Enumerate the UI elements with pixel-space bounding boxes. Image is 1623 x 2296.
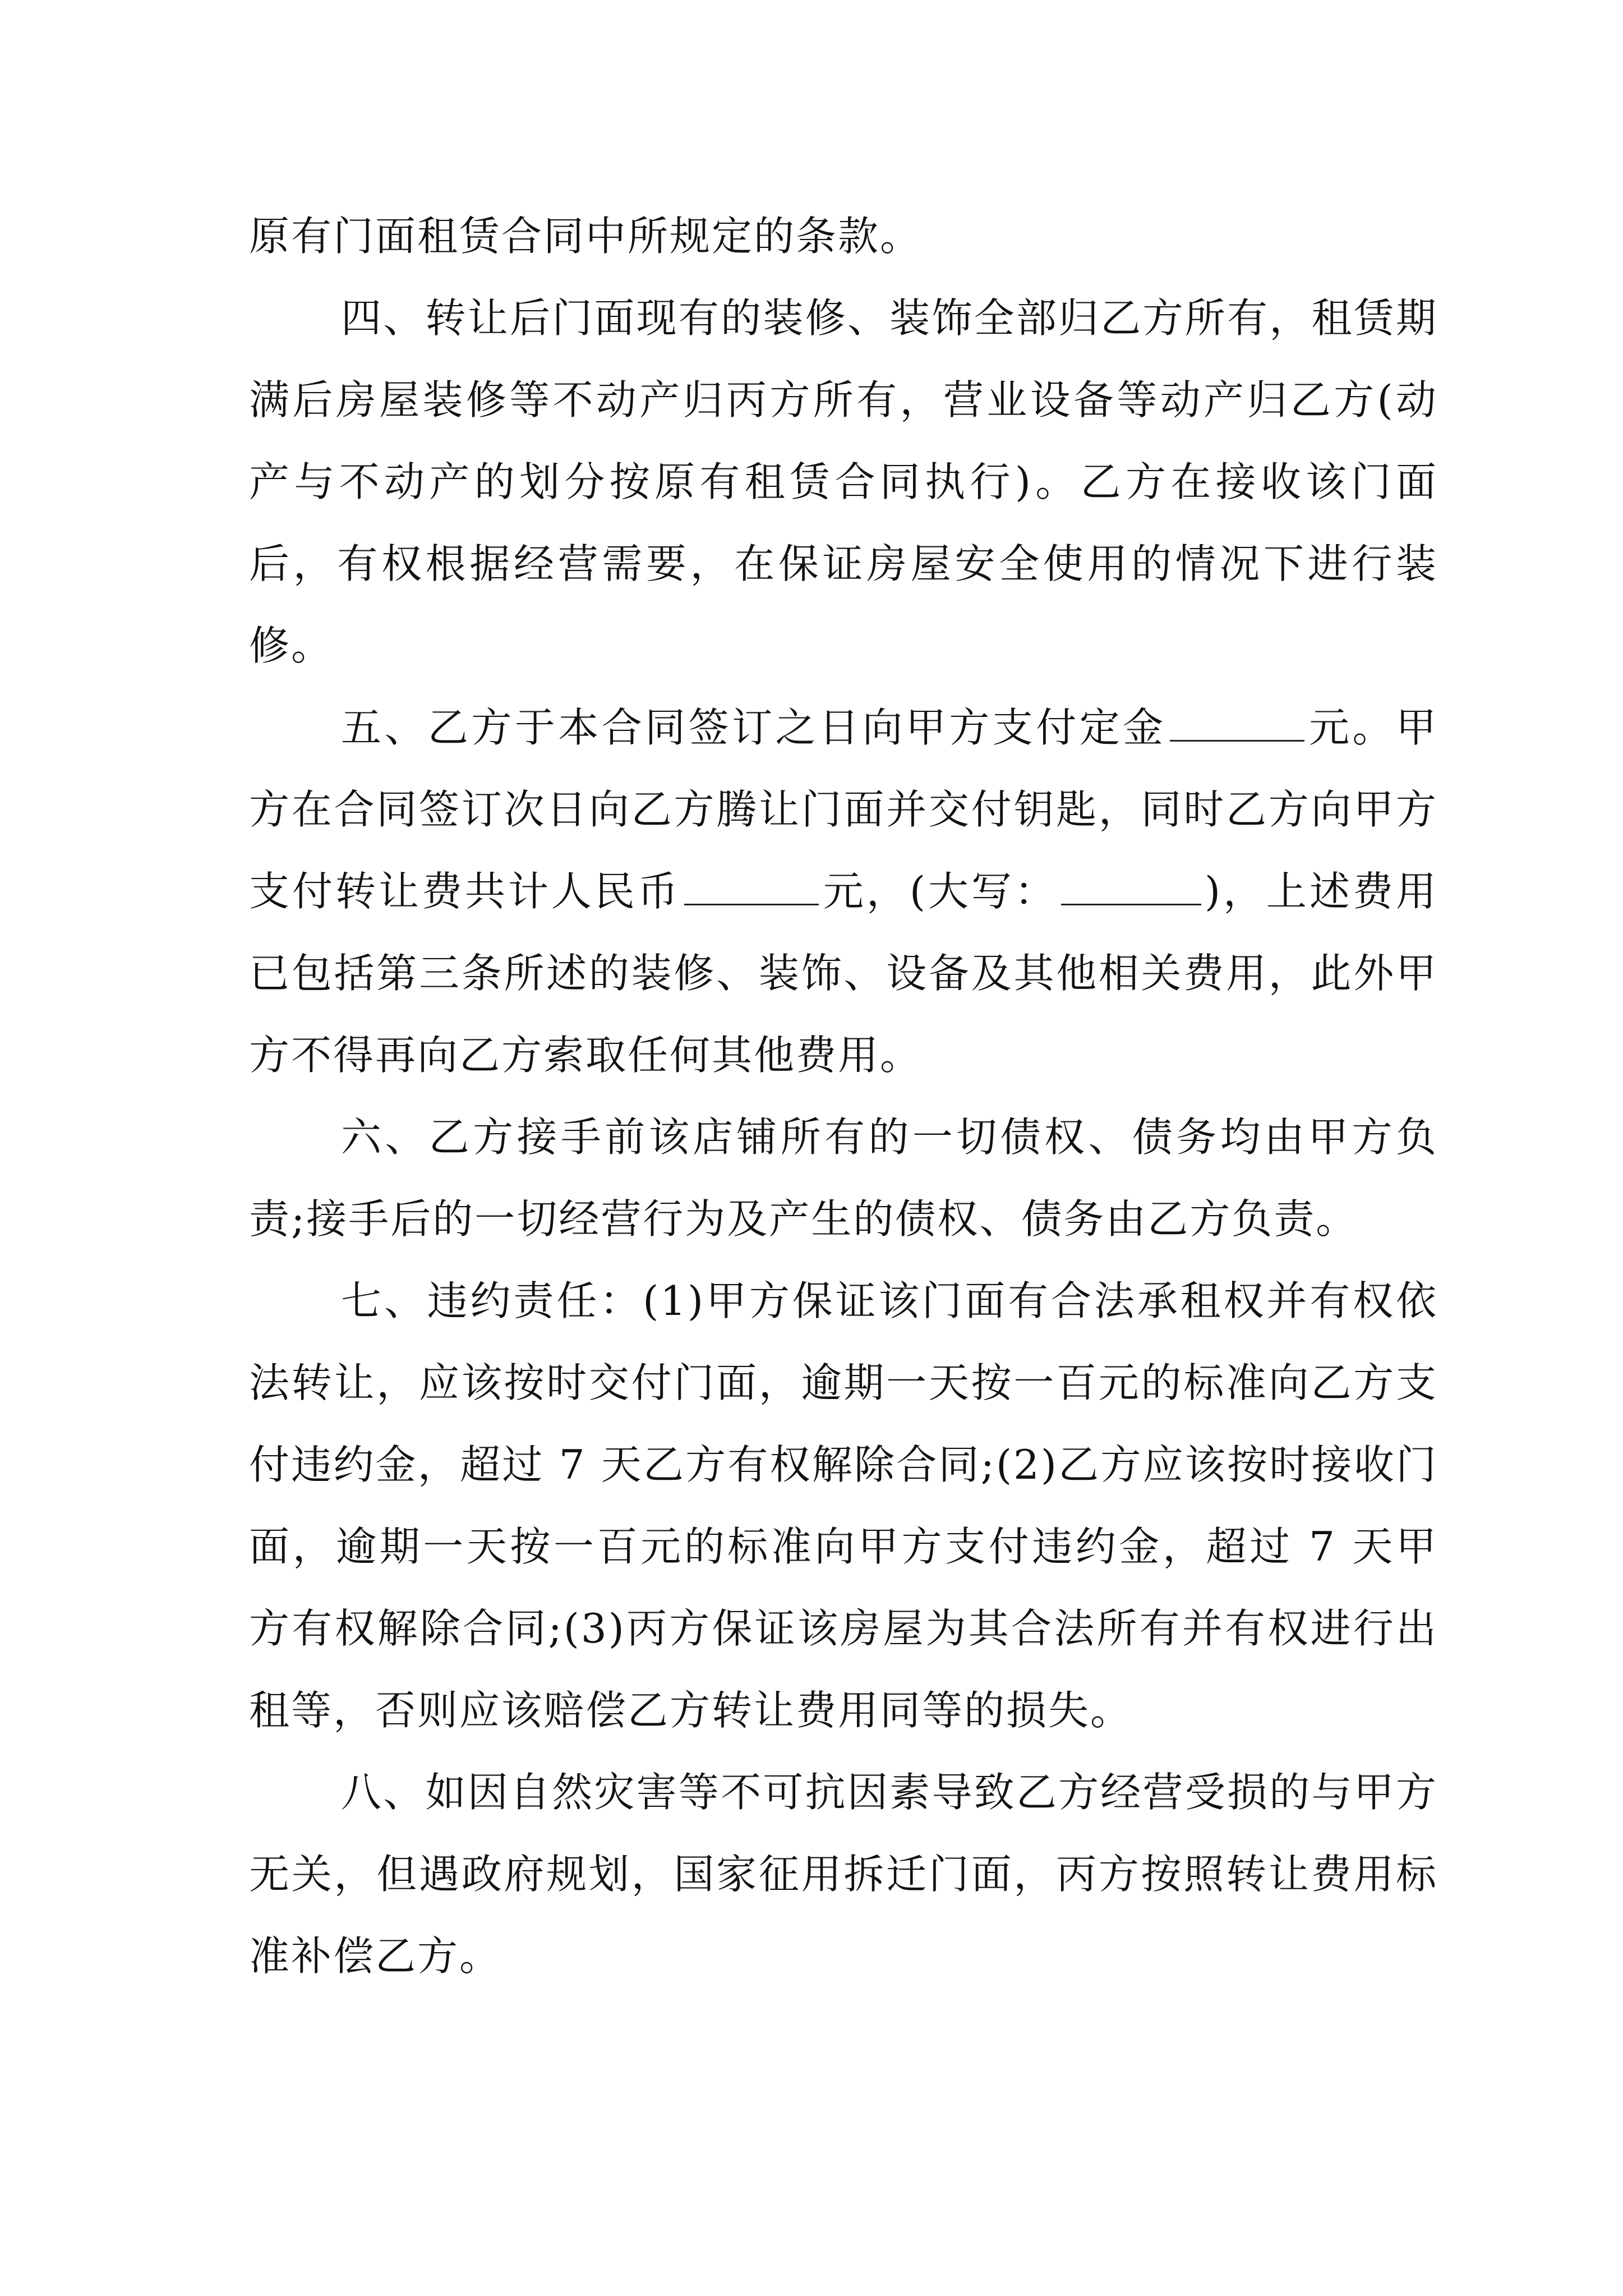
clause-5-text-part-4: )，上述费用已包括第三条所述的装修、装饰、设备及其他相关费用，此外甲方不得再向乙方索取任何其他费用。 [249,868,1438,1079]
clause-8-paragraph: 八、如因自然灾害等不可抗因素导致乙方经营受损的与甲方无关，但遇政府规划，国家征用拆迁门面，丙方按照转让费用标准补偿乙方。 [249,1769,1438,1980]
clause-5-text-part-2: 元。甲方在合同签订次日向乙方腾让门面并交付钥匙，同时乙方向甲方支付转让费共计人民币 [249,704,1438,915]
clause-5-text-part-1: 五、乙方于本合同签订之日向甲方支付定金 [341,704,1166,751]
clause-6-paragraph: 六、乙方接手前该店铺所有的一切债权、债务均由甲方负责;接手后的一切经营行为及产生的债权、债务由乙方负责。 [249,1114,1438,1243]
contract-body [249,195,1438,1997]
clause-7-paragraph: 七、违约责任：(1)甲方保证该门面有合法承租权并有权依法转让，应该按时交付门面，逾期一天按一百元的标准向乙方支付违约金，超过 7 天乙方有权解除合同;(2)乙方应该按时接收门面，逾期一天按一百元的标准向甲方支付违约金，超过 7 天甲方有权解除合同;(3)丙方保证该房屋为其合法所有并有权进行出租等，否则应该赔偿乙方转让费用同等的损失。 [249,1277,1438,1734]
paragraph-continuation: 原有门面租赁合同中所规定的条款。 [249,213,923,260]
deposit-amount-blank [1170,706,1304,742]
clause-4-paragraph: 四、转让后门面现有的装修、装饰全部归乙方所有，租赁期满后房屋装修等不动产归丙方所有，营业设备等动产归乙方(动产与不动产的划分按原有租赁合同执行)。乙方在接收该门面后，有权根据经营需要，在保证房屋安全使用的情况下进行装修。 [249,295,1438,669]
transfer-fee-uppercase-blank [1061,870,1201,905]
clause-5-text-part-3: 元，(大写： [822,868,1058,915]
transfer-fee-amount-blank [684,870,819,905]
clause-5-paragraph [249,687,1438,1096]
